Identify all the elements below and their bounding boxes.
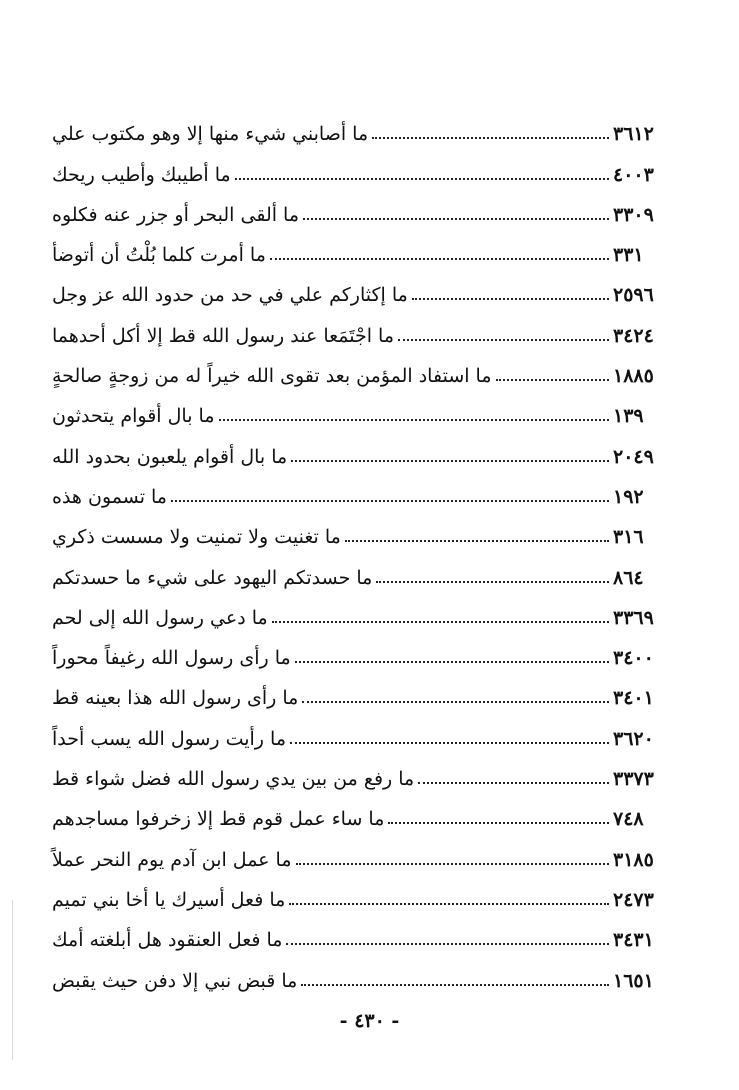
dot-leader	[289, 903, 609, 905]
dot-leader	[376, 581, 609, 583]
dot-leader	[291, 460, 609, 462]
entry-page-number: ٣٤٠٠	[613, 647, 654, 670]
entry-text: ما استفاد المؤمن بعد تقوى الله خيراً له من زوجةٍ صالحةٍ	[52, 365, 492, 388]
index-entry	[48, 628, 673, 668]
index-entry	[48, 749, 673, 789]
dot-leader	[372, 137, 609, 139]
index-entry	[48, 668, 673, 708]
entry-page-number: ٣٤٢٤	[613, 324, 654, 347]
entry-page-number: ١٩٢	[613, 485, 644, 508]
entry-text: ما تغنيت ولا تمنيت ولا مسست ذكري	[52, 526, 341, 549]
entry-text: ما رفع من بين يدي رسول الله فضل شواء قط	[52, 768, 415, 791]
dot-leader	[345, 540, 609, 542]
index-entry	[48, 346, 673, 386]
dot-leader	[235, 178, 609, 180]
entry-page-number: ٣٤٠١	[613, 687, 654, 710]
index-entries	[48, 104, 673, 991]
entry-text: ما حسدتكم اليهود على شيء ما حسدتكم	[52, 566, 373, 589]
entry-text: ما عمل ابن آدم يوم النحر عملاً	[52, 848, 292, 871]
index-entry	[48, 144, 673, 184]
dot-leader	[272, 621, 609, 623]
entry-text: ما رأى رسول الله رغيفاً محوراً	[52, 647, 291, 670]
dot-leader	[418, 782, 609, 784]
dot-leader	[302, 701, 609, 703]
entry-text: ما بال أقوام يلعبون بحدود الله	[52, 445, 288, 468]
index-entry	[48, 467, 673, 507]
dot-leader	[398, 339, 609, 341]
entry-page-number: ٣٦١٢	[613, 123, 654, 146]
dot-leader	[412, 298, 609, 300]
dot-leader	[301, 984, 609, 986]
index-entry	[48, 950, 673, 990]
index-entry	[48, 789, 673, 829]
dot-leader	[296, 863, 609, 865]
entry-page-number: ١٦٥١	[613, 969, 654, 992]
index-entry	[48, 708, 673, 748]
entry-text: ما رأيت رسول الله يسب أحداً	[52, 727, 286, 750]
entry-page-number: ٣٣١	[613, 244, 644, 267]
index-entry	[48, 386, 673, 426]
entry-page-number: ٣٤٣١	[613, 929, 654, 952]
entry-page-number: ٣٣٧٣	[613, 768, 654, 791]
entry-page-number: ٤٠٠٣	[613, 163, 654, 186]
index-entry	[48, 225, 673, 265]
entry-text: ما بال أقوام يتحدثون	[52, 405, 215, 428]
dot-leader	[171, 500, 609, 502]
entry-text: ما اجْتَمَعا عند رسول الله قط إلا أكل أحدهما	[52, 324, 395, 347]
entry-text: ما ألقى البحر أو جزر عنه فكلوه	[52, 203, 300, 226]
entry-text: ما رأى رسول الله هذا بعينه قط	[52, 687, 299, 710]
dot-leader	[219, 419, 609, 421]
index-entry	[48, 870, 673, 910]
entry-page-number: ٧٤٨	[613, 808, 644, 831]
dot-leader	[388, 822, 609, 824]
entry-text: ما قبض نبي إلا دفن حيث يقبض	[52, 969, 298, 992]
dot-leader	[295, 661, 609, 663]
entry-page-number: ٢٥٩٦	[613, 284, 654, 307]
index-entry	[48, 104, 673, 144]
dot-leader	[286, 943, 609, 945]
index-entry	[48, 305, 673, 345]
index-entry	[48, 588, 673, 628]
dot-leader	[303, 218, 609, 220]
entry-text: ما فعل أسيرك يا أخا بني تميم	[52, 888, 286, 911]
entry-page-number: ٣٣٠٩	[613, 203, 654, 226]
entry-text: ما دعي رسول الله إلى لحم	[52, 606, 268, 629]
entry-text: ما فعل العنقود هل أبلغته أمك	[52, 929, 283, 952]
entry-page-number: ٢٤٧٣	[613, 888, 654, 911]
index-entry	[48, 426, 673, 466]
entry-page-number: ٨٦٤	[613, 566, 644, 589]
entry-text: ما تسمون هذه	[52, 485, 167, 508]
index-entry	[48, 829, 673, 869]
entry-page-number: ٣١٦	[613, 526, 644, 549]
page-edge-line	[12, 900, 13, 1060]
index-entry	[48, 910, 673, 950]
entry-text: ما أطيبك وأطيب ريحك	[52, 163, 231, 186]
entry-text: ما أصابني شيء منها إلا وهو مكتوب علي	[52, 123, 369, 146]
entry-page-number: ١٨٨٥	[613, 365, 654, 388]
index-entry	[48, 265, 673, 305]
dot-leader	[496, 379, 609, 381]
index-entry	[48, 507, 673, 547]
entry-page-number: ١٣٩	[613, 405, 644, 428]
entry-page-number: ٣٣٦٩	[613, 606, 654, 629]
entry-text: ما إكثاركم علي في حد من حدود الله عز وجل	[52, 284, 408, 307]
entry-text: ما أمرت كلما بُلْتُ أن أتوضأ	[52, 244, 266, 267]
index-entry	[48, 185, 673, 225]
entry-page-number: ٣٦٢٠	[613, 727, 654, 750]
entry-page-number: ٢٠٤٩	[613, 445, 654, 468]
dot-leader	[270, 258, 609, 260]
index-entry	[48, 547, 673, 587]
entry-text: ما ساء عمل قوم قط إلا زخرفوا مساجدهم	[52, 808, 385, 831]
entry-page-number: ٣١٨٥	[613, 848, 654, 871]
page-number: - ٤٣٠ -	[339, 1010, 400, 1032]
dot-leader	[290, 742, 609, 744]
